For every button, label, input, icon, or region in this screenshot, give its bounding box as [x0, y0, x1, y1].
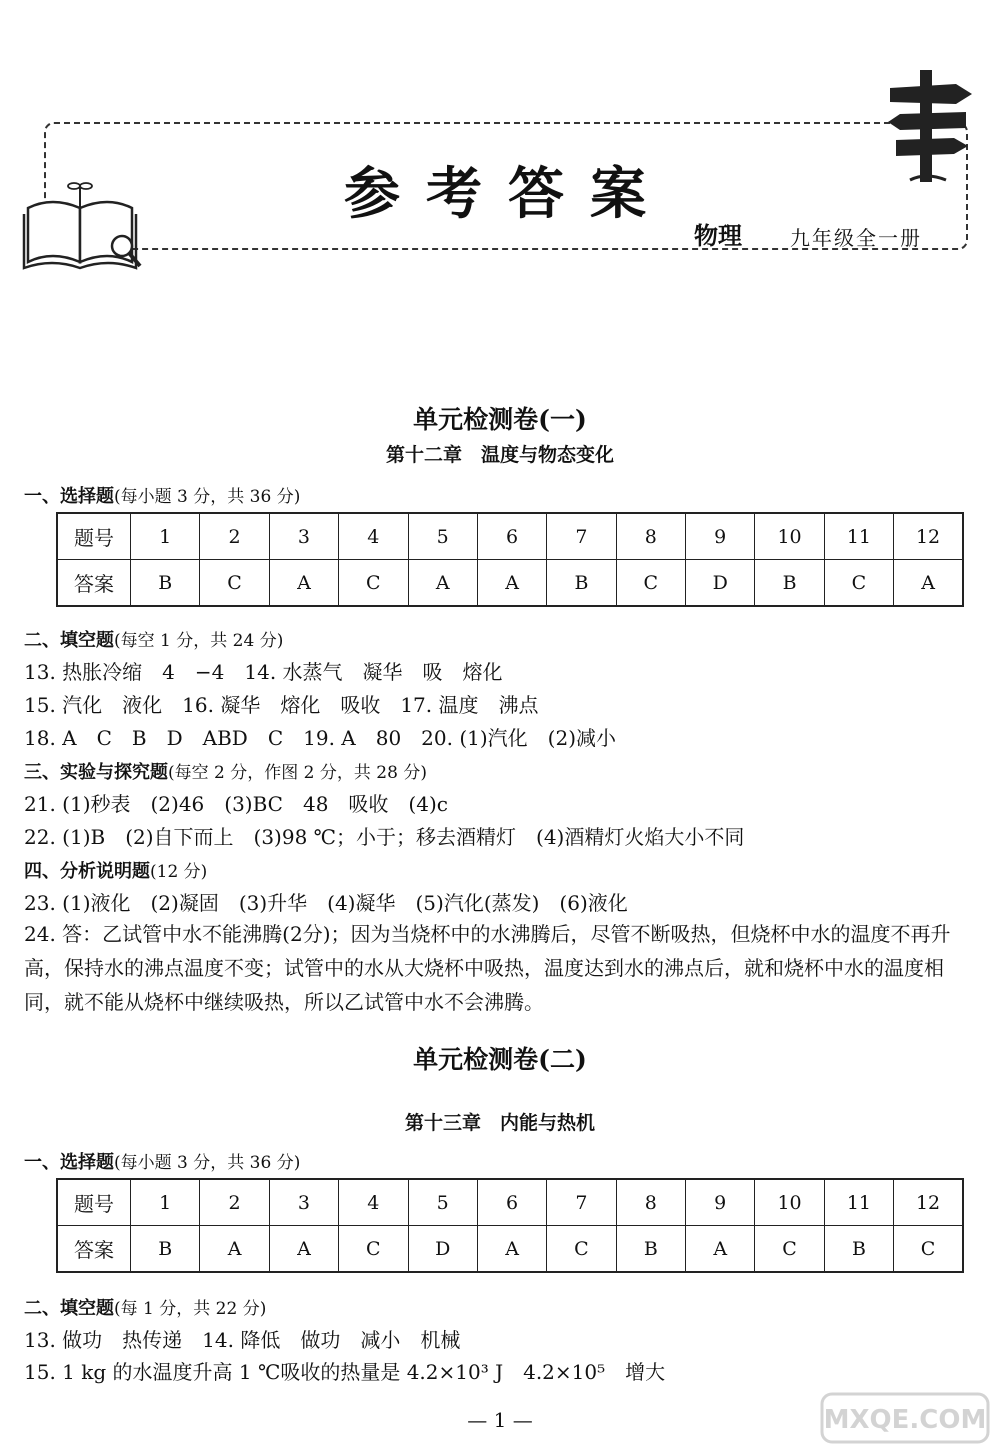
answer-cell: C [339, 560, 408, 607]
answer-line: 15. 1 kg 的水温度升高 1 ℃吸收的热量是 4.2×10³ J 4.2×10⁵ 增大 [24, 1360, 666, 1384]
answer-cell: C [547, 1226, 616, 1273]
answer-cell: B [547, 560, 616, 607]
row-label: 题号 [57, 1179, 131, 1226]
question-number: 1 [131, 513, 200, 560]
answer-cell: A [477, 1226, 546, 1273]
question-number: 12 [894, 1179, 963, 1226]
page-number: — 1 — [467, 1408, 533, 1432]
answer-line: 21. (1)秒表 (2)46 (3)BC 48 吸收 (4)c [24, 792, 448, 816]
answer-cell: B [755, 560, 824, 607]
question-number: 5 [408, 1179, 477, 1226]
question-number: 3 [269, 513, 338, 560]
unit1-fill-heading: 二、填空题(每空 1 分，共 24 分) [24, 630, 284, 651]
question-number: 11 [824, 1179, 893, 1226]
answer-cell: A [200, 1226, 269, 1273]
answer-cell: B [131, 560, 200, 607]
unit1-choice-heading: 一、选择题(每小题 3 分，共 36 分) [24, 486, 301, 507]
answer-cell: A [408, 560, 477, 607]
question-number: 7 [547, 1179, 616, 1226]
question-number: 9 [686, 1179, 755, 1226]
answer-cell: A [686, 1226, 755, 1273]
question-number: 4 [339, 1179, 408, 1226]
row-label: 题号 [57, 513, 131, 560]
question-number: 10 [755, 513, 824, 560]
answer-cell: A [477, 560, 546, 607]
answer-cell: B [824, 1226, 893, 1273]
question-number: 1 [131, 1179, 200, 1226]
question-number: 12 [894, 513, 963, 560]
question-number: 2 [200, 513, 269, 560]
open-book-icon [18, 178, 146, 274]
question-number: 6 [477, 513, 546, 560]
answer-line: 18. A C B D ABD C 19. A 80 20. (1)汽化 (2)减小 [24, 726, 617, 750]
unit2-fill-heading: 二、填空题(每 1 分，共 22 分) [24, 1298, 267, 1319]
unit1-answer-table [56, 512, 964, 607]
answer-cell: B [131, 1226, 200, 1273]
subject-label: 物理 [694, 222, 742, 250]
answer-cell: C [824, 560, 893, 607]
question-number: 9 [686, 513, 755, 560]
unit1-chapter: 第十二章 温度与物态变化 [385, 444, 614, 466]
table-row [57, 513, 963, 560]
grade-label: 九年级全一册 [790, 226, 922, 250]
answer-cell: D [408, 1226, 477, 1273]
answer-cell: A [269, 1226, 338, 1273]
answer-cell: A [269, 560, 338, 607]
question-number: 2 [200, 1179, 269, 1226]
table-row [57, 560, 963, 607]
question-number: 5 [408, 513, 477, 560]
table-row [57, 1179, 963, 1226]
unit2-title: 单元检测卷(二) [413, 1045, 587, 1074]
answer-line: 15. 汽化 液化 16. 凝华 熔化 吸收 17. 温度 沸点 [24, 693, 539, 717]
answer-line: 23. (1)液化 (2)凝固 (3)升华 (4)凝华 (5)汽化(蒸发) (6)液化 [24, 891, 628, 915]
answer-cell: C [339, 1226, 408, 1273]
answer-cell: C [894, 1226, 963, 1273]
question-number: 3 [269, 1179, 338, 1226]
answer-cell: C [755, 1226, 824, 1273]
question-number: 8 [616, 513, 685, 560]
answer-cell: A [894, 560, 963, 607]
question-number: 10 [755, 1179, 824, 1226]
answer-cell: C [200, 560, 269, 607]
unit1-analysis-heading: 四、分析说明题(12 分) [24, 861, 208, 882]
answer-paragraph: 24. 答：乙试管中水不能沸腾(2分)；因为当烧杯中的水沸腾后，尽管不断吸热，但烧杯中水的温度不再升高，保持水的沸点温度不变；试管中的水从大烧杯中吸热，温度达到水的沸点后，就和烧杯中水的温度相同，就不能从烧杯中继续吸热，所以乙试管中水不会沸腾。 [24, 922, 951, 1014]
answer-cell: C [616, 560, 685, 607]
answer-line: 13. 做功 热传递 14. 降低 做功 减小 机械 [24, 1328, 461, 1352]
question-number: 8 [616, 1179, 685, 1226]
svg-text:MXQE.COM: MXQE.COM [823, 1405, 987, 1435]
answer-line: 13. 热胀冷缩 4 −4 14. 水蒸气 凝华 吸 熔化 [24, 660, 503, 684]
question-number: 4 [339, 513, 408, 560]
unit1-title: 单元检测卷(一) [413, 405, 587, 434]
table-row [57, 1226, 963, 1273]
unit2-chapter: 第十三章 内能与热机 [404, 1112, 595, 1134]
question-number: 11 [824, 513, 893, 560]
row-label: 答案 [57, 1226, 131, 1273]
row-label: 答案 [57, 560, 131, 607]
answer-cell: B [616, 1226, 685, 1273]
answer-cell: D [686, 560, 755, 607]
answer-line: 22. (1)B (2)自下而上 (3)98 ℃；小于；移去酒精灯 (4)酒精灯火焰大小不同 [24, 825, 745, 849]
unit2-choice-heading: 一、选择题(每小题 3 分，共 36 分) [24, 1152, 301, 1173]
unit2-answer-table [56, 1178, 964, 1273]
page-title: 参考答案 [344, 162, 672, 227]
unit1-experiment-heading: 三、实验与探究题(每空 2 分，作图 2 分，共 28 分) [24, 762, 427, 783]
question-number: 6 [477, 1179, 546, 1226]
signpost-icon [886, 68, 978, 186]
watermark-logo [820, 1390, 990, 1446]
question-number: 7 [547, 513, 616, 560]
